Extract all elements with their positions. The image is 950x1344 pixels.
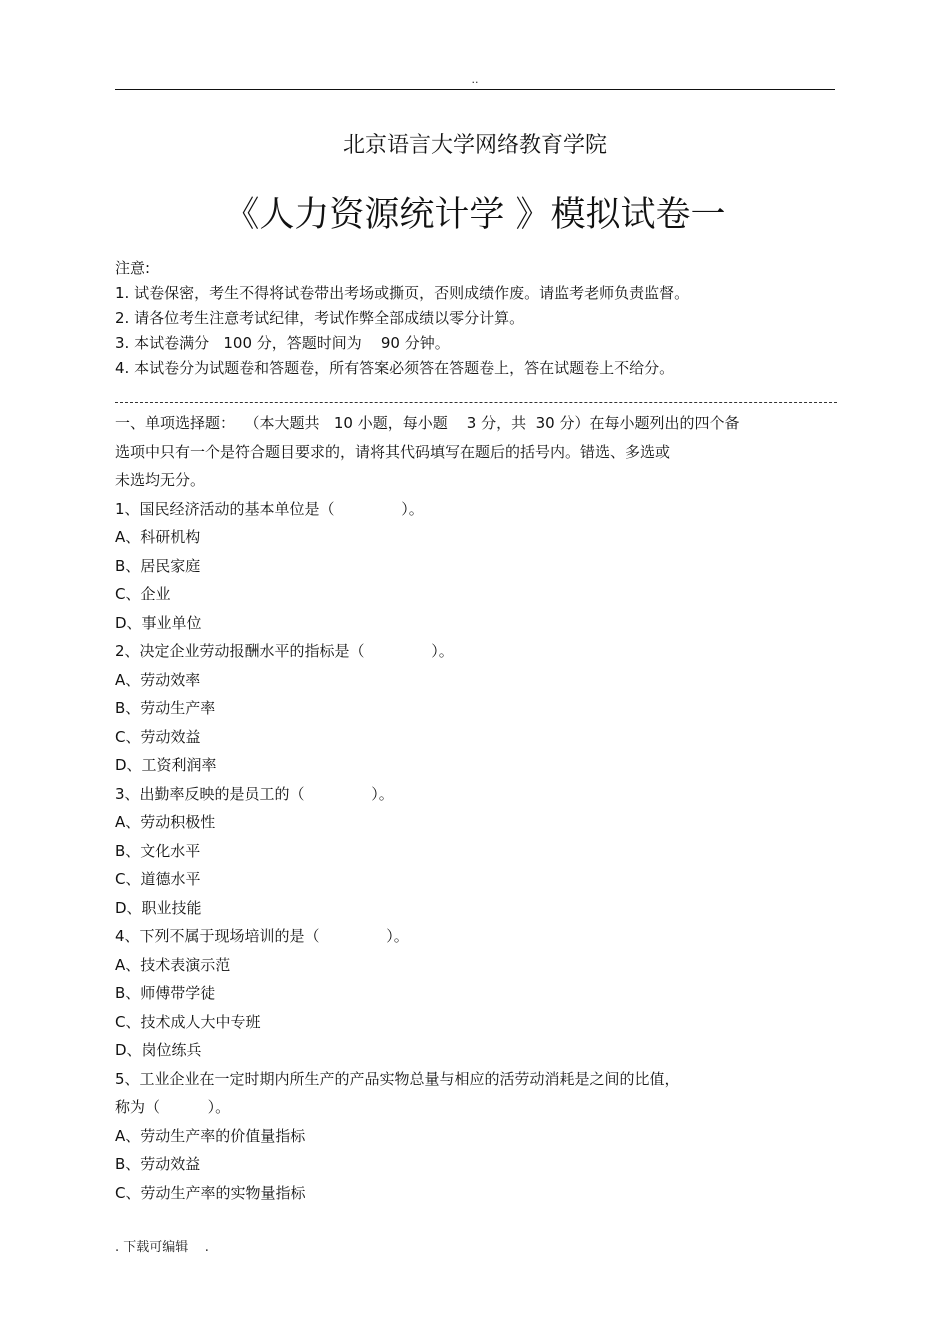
question-stem: 称为（ ）。 bbox=[115, 1098, 231, 1116]
header-rule bbox=[115, 89, 835, 90]
answer-option: A、劳动积极性 bbox=[115, 813, 216, 831]
answer-option: D、事业单位 bbox=[115, 613, 202, 632]
answer-option: D、职业技能 bbox=[115, 898, 202, 917]
answer-option: C、企业 bbox=[115, 585, 171, 603]
notes-heading: 注意: bbox=[115, 259, 151, 277]
answer-option: A、技术表演示范 bbox=[115, 955, 231, 974]
question-stem: 3、出勤率反映的是员工的（ ）。 bbox=[115, 784, 394, 803]
question-stem: 1、国民经济活动的基本单位是（ ）。 bbox=[115, 499, 424, 518]
answer-option: C、劳动生产率的实物量指标 bbox=[115, 1183, 306, 1202]
school-name: 北京语言大学网络教育学院 bbox=[342, 133, 607, 158]
exam-title: 《人力资源统计学 》模拟试卷一 bbox=[224, 195, 726, 235]
answer-option: A、劳动效率 bbox=[115, 670, 201, 689]
footer-note: . 下载可编辑 . bbox=[115, 1240, 209, 1255]
note-item: 2. 请各位考生注意考试纪律，考试作弊全部成绩以零分计算。 bbox=[115, 309, 525, 327]
answer-option: C、劳动效益 bbox=[115, 727, 201, 746]
answer-option: D、岗位练兵 bbox=[115, 1041, 202, 1059]
answer-option: B、劳动生产率 bbox=[115, 699, 216, 717]
section-instructions: 选项中只有一个是符合题目要求的，请将其代码填写在题后的括号内。错选、多选或 bbox=[115, 442, 671, 461]
question-stem: 2、决定企业劳动报酬水平的指标是（ ）。 bbox=[115, 642, 454, 660]
section-instructions: 未选均无分。 bbox=[115, 471, 206, 489]
answer-option: A、劳动生产率的价值量指标 bbox=[115, 1126, 306, 1145]
dashed-divider bbox=[115, 402, 837, 403]
answer-option: B、居民家庭 bbox=[115, 556, 201, 575]
header-mark: .. bbox=[471, 73, 479, 86]
note-item: 4. 本试卷分为试题卷和答题卷，所有答案必须答在答题卷上，答在试题卷上不给分。 bbox=[115, 359, 675, 377]
answer-option: C、技术成人大中专班 bbox=[115, 1012, 261, 1031]
note-item: 1. 试卷保密，考生不得将试卷带出考场或撕页，否则成绩作废。请监考老师负责监督。 bbox=[115, 284, 690, 302]
note-item: 3. 本试卷满分 100 分，答题时间为 90 分钟。 bbox=[115, 334, 450, 352]
answer-option: A、科研机构 bbox=[115, 528, 201, 546]
notes-section bbox=[115, 256, 835, 381]
answer-option: B、师傅带学徒 bbox=[115, 984, 216, 1002]
answer-option: B、文化水平 bbox=[115, 841, 201, 860]
question-section bbox=[115, 409, 835, 1207]
question-stem: 4、下列不属于现场培训的是（ ）。 bbox=[115, 927, 409, 945]
section-instructions: 一、单项选择题： （本大题共 10 小题，每小题 3 分，共 30 分）在每小题列出的四个备 bbox=[115, 414, 740, 432]
answer-option: B、劳动效益 bbox=[115, 1155, 201, 1173]
answer-option: D、工资利润率 bbox=[115, 756, 217, 774]
question-stem: 5、工业企业在一定时期内所生产的产品实物总量与相应的活劳动消耗是之间的比值， bbox=[115, 1069, 680, 1088]
answer-option: C、道德水平 bbox=[115, 870, 201, 888]
